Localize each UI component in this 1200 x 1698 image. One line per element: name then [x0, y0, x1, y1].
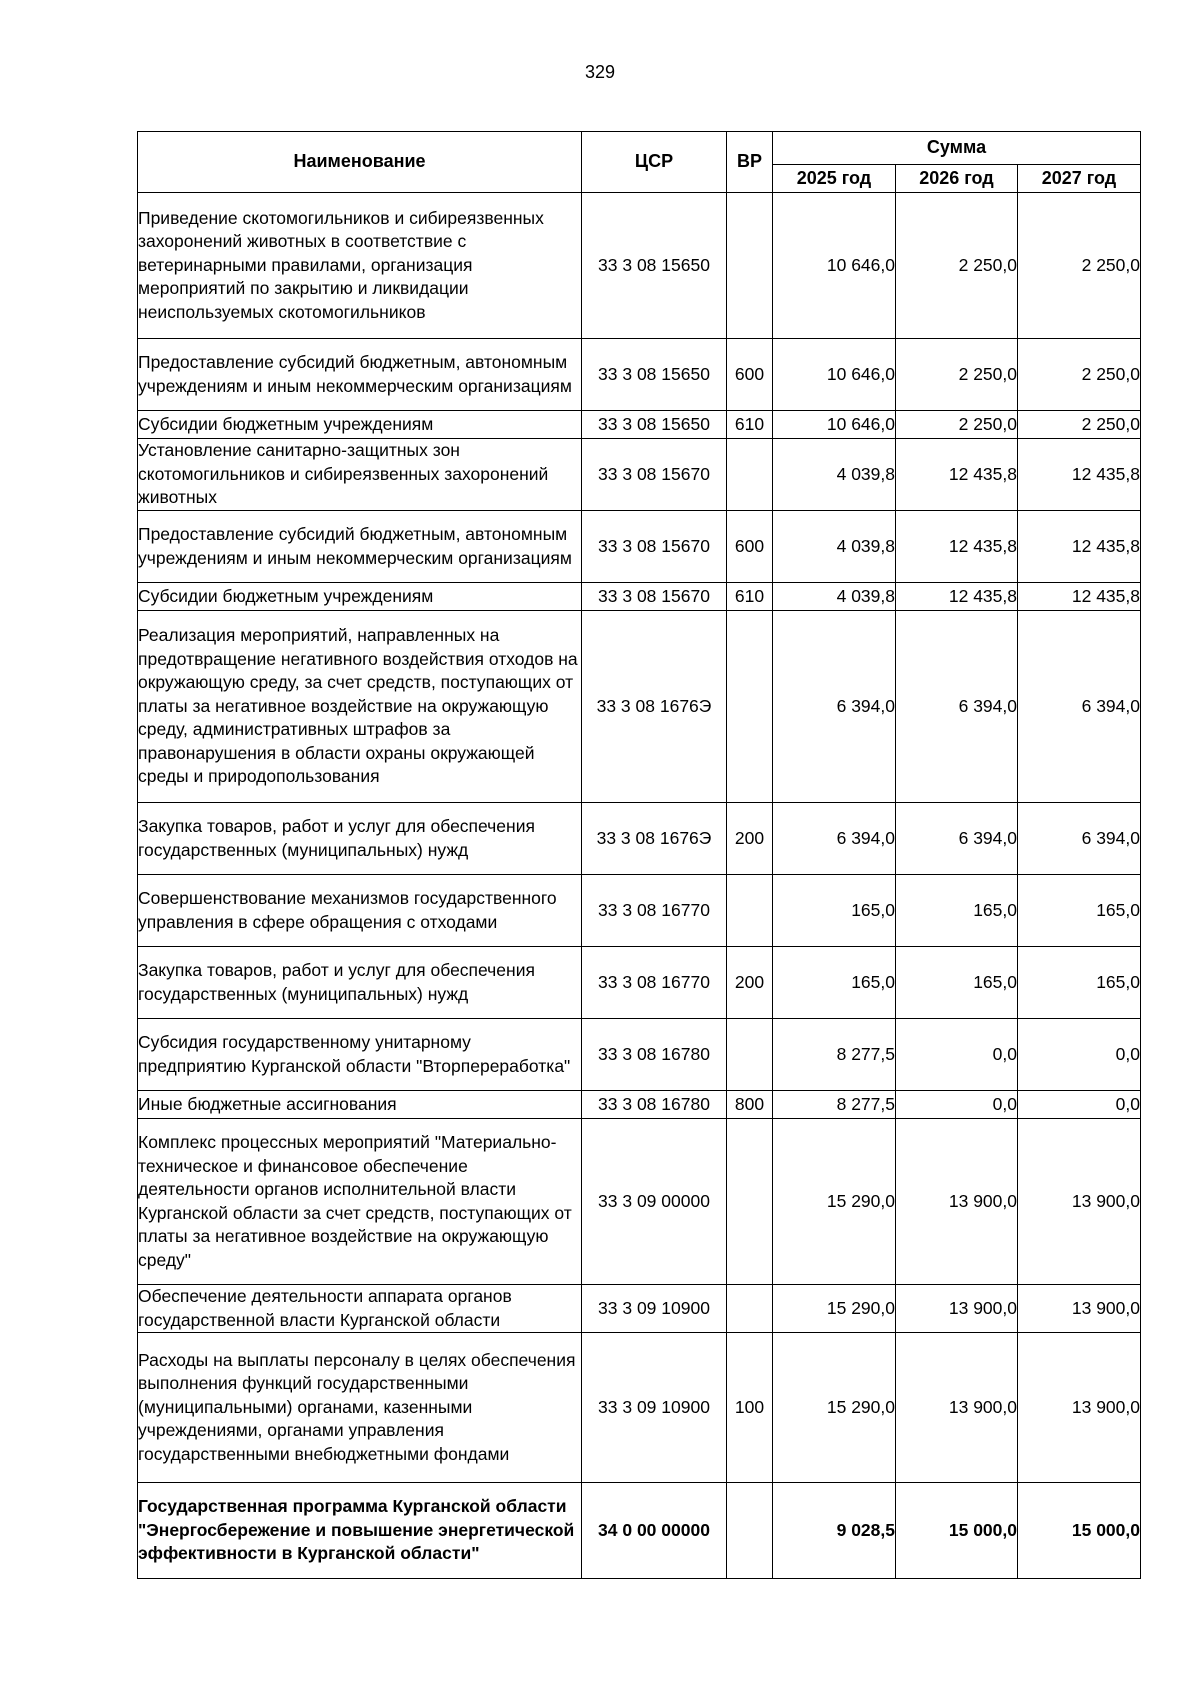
- table-header: [138, 132, 1141, 193]
- row-csr-cell: 33 3 08 15650: [582, 411, 727, 439]
- row-name-cell: Комплекс процессных мероприятий "Материально-техническое и финансовое обеспечение деятельности органов исполнительной власти Курганской области за счет средств, поступающих от платы за негативное воздействие на окружающую среду": [138, 1119, 582, 1285]
- row-2025-cell: 10 646,0: [773, 339, 896, 411]
- row-vr-cell: [727, 611, 773, 803]
- row-2026-cell: 13 900,0: [896, 1119, 1018, 1285]
- row-csr-cell: 33 3 09 10900: [582, 1333, 727, 1483]
- row-vr-cell: [727, 1119, 773, 1285]
- row-2027-cell: 0,0: [1018, 1091, 1141, 1119]
- row-2027-cell: 0,0: [1018, 1019, 1141, 1091]
- row-2027-cell: 12 435,8: [1018, 511, 1141, 583]
- row-2026-cell: 12 435,8: [896, 511, 1018, 583]
- row-2027-cell: 13 900,0: [1018, 1285, 1141, 1333]
- header-year-2025: 2025 год: [773, 165, 896, 193]
- row-name-cell: Расходы на выплаты персоналу в целях обеспечения выполнения функций государственными (муниципальными) органами, казенными учреждениями, органами управления государственными внебюджетными фондами: [138, 1333, 582, 1483]
- row-csr-cell: 33 3 08 15670: [582, 511, 727, 583]
- table-row: [138, 947, 1141, 1019]
- table-row: [138, 1019, 1141, 1091]
- table-row: [138, 339, 1141, 411]
- table-row: [138, 1333, 1141, 1483]
- row-name-cell: Закупка товаров, работ и услуг для обеспечения государственных (муниципальных) нужд: [138, 947, 582, 1019]
- row-2027-cell: 6 394,0: [1018, 611, 1141, 803]
- row-csr-cell: 33 3 08 15670: [582, 583, 727, 611]
- row-2025-cell: 15 290,0: [773, 1285, 896, 1333]
- row-csr-cell: 34 0 00 00000: [582, 1483, 727, 1579]
- row-2025-cell: 6 394,0: [773, 803, 896, 875]
- row-name-cell: Реализация мероприятий, направленных на предотвращение негативного воздействия отходов на окружающую среду, за счет средств, поступающих от платы за негативное воздействие на окружающую среду, административных штрафов за правонарушения в области охраны окружающей среды и природопользования: [138, 611, 582, 803]
- table-row: [138, 583, 1141, 611]
- table-row: [138, 1285, 1141, 1333]
- row-csr-cell: 33 3 09 00000: [582, 1119, 727, 1285]
- row-2025-cell: 8 277,5: [773, 1091, 896, 1119]
- row-vr-cell: 600: [727, 511, 773, 583]
- row-2027-cell: 13 900,0: [1018, 1119, 1141, 1285]
- row-name-cell: Установление санитарно-защитных зон скотомогильников и сибиреязвенных захоронений животных: [138, 439, 582, 511]
- table-row: [138, 511, 1141, 583]
- row-2027-cell: 6 394,0: [1018, 803, 1141, 875]
- header-year-2027: 2027 год: [1018, 165, 1141, 193]
- row-name-cell: Предоставление субсидий бюджетным, автономным учреждениям и иным некоммерческим организациям: [138, 339, 582, 411]
- row-2025-cell: 165,0: [773, 875, 896, 947]
- row-csr-cell: 33 3 08 1676Э: [582, 803, 727, 875]
- row-2026-cell: 15 000,0: [896, 1483, 1018, 1579]
- row-2025-cell: 6 394,0: [773, 611, 896, 803]
- row-2026-cell: 13 900,0: [896, 1285, 1018, 1333]
- row-vr-cell: 610: [727, 411, 773, 439]
- row-vr-cell: 800: [727, 1091, 773, 1119]
- row-vr-cell: 200: [727, 947, 773, 1019]
- row-2027-cell: 13 900,0: [1018, 1333, 1141, 1483]
- row-name-cell: Иные бюджетные ассигнования: [138, 1091, 582, 1119]
- table-body: [138, 193, 1141, 1579]
- row-2025-cell: 10 646,0: [773, 411, 896, 439]
- row-2025-cell: 165,0: [773, 947, 896, 1019]
- row-name-cell: Приведение скотомогильников и сибиреязвенных захоронений животных в соответствие с ветеринарными правилами, организация мероприятий по закрытию и ликвидации неиспользуемых скотомогильников: [138, 193, 582, 339]
- row-vr-cell: [727, 875, 773, 947]
- row-2025-cell: 10 646,0: [773, 193, 896, 339]
- row-2027-cell: 2 250,0: [1018, 193, 1141, 339]
- row-vr-cell: [727, 1483, 773, 1579]
- row-2027-cell: 165,0: [1018, 947, 1141, 1019]
- row-csr-cell: 33 3 08 15650: [582, 193, 727, 339]
- row-2025-cell: 8 277,5: [773, 1019, 896, 1091]
- row-2025-cell: 15 290,0: [773, 1333, 896, 1483]
- row-csr-cell: 33 3 08 16770: [582, 875, 727, 947]
- table-row: [138, 611, 1141, 803]
- row-name-cell: Закупка товаров, работ и услуг для обеспечения государственных (муниципальных) нужд: [138, 803, 582, 875]
- row-2025-cell: 9 028,5: [773, 1483, 896, 1579]
- table-row: [138, 875, 1141, 947]
- row-vr-cell: 100: [727, 1333, 773, 1483]
- header-year-2026: 2026 год: [896, 165, 1018, 193]
- row-2027-cell: 12 435,8: [1018, 439, 1141, 511]
- row-2025-cell: 4 039,8: [773, 583, 896, 611]
- row-2026-cell: 2 250,0: [896, 411, 1018, 439]
- row-csr-cell: 33 3 08 16780: [582, 1019, 727, 1091]
- table-row: [138, 1483, 1141, 1579]
- row-vr-cell: 600: [727, 339, 773, 411]
- row-2025-cell: 15 290,0: [773, 1119, 896, 1285]
- header-sum: Сумма: [773, 132, 1141, 165]
- row-vr-cell: [727, 193, 773, 339]
- row-2026-cell: 12 435,8: [896, 439, 1018, 511]
- row-2026-cell: 12 435,8: [896, 583, 1018, 611]
- row-2026-cell: 165,0: [896, 947, 1018, 1019]
- row-name-cell: Субсидии бюджетным учреждениям: [138, 411, 582, 439]
- row-name-cell: Обеспечение деятельности аппарата органов государственной власти Курганской области: [138, 1285, 582, 1333]
- row-csr-cell: 33 3 08 16780: [582, 1091, 727, 1119]
- row-2025-cell: 4 039,8: [773, 439, 896, 511]
- row-2026-cell: 0,0: [896, 1091, 1018, 1119]
- row-vr-cell: 200: [727, 803, 773, 875]
- row-vr-cell: 610: [727, 583, 773, 611]
- row-2027-cell: 12 435,8: [1018, 583, 1141, 611]
- row-2026-cell: 165,0: [896, 875, 1018, 947]
- row-2026-cell: 0,0: [896, 1019, 1018, 1091]
- row-vr-cell: [727, 1019, 773, 1091]
- row-2027-cell: 165,0: [1018, 875, 1141, 947]
- row-2026-cell: 6 394,0: [896, 803, 1018, 875]
- row-name-cell: Субсидия государственному унитарному предприятию Курганской области "Вторпереработка": [138, 1019, 582, 1091]
- table-row: [138, 1091, 1141, 1119]
- row-2025-cell: 4 039,8: [773, 511, 896, 583]
- row-csr-cell: 33 3 08 1676Э: [582, 611, 727, 803]
- row-csr-cell: 33 3 08 15670: [582, 439, 727, 511]
- row-2027-cell: 2 250,0: [1018, 339, 1141, 411]
- header-name: Наименование: [138, 132, 582, 193]
- row-name-cell: Совершенствование механизмов государственного управления в сфере обращения с отходами: [138, 875, 582, 947]
- header-csr: ЦСР: [582, 132, 727, 193]
- row-2027-cell: 15 000,0: [1018, 1483, 1141, 1579]
- row-csr-cell: 33 3 08 16770: [582, 947, 727, 1019]
- table-row: [138, 411, 1141, 439]
- row-2027-cell: 2 250,0: [1018, 411, 1141, 439]
- table-row: [138, 439, 1141, 511]
- table-row: [138, 1119, 1141, 1285]
- page-number: 329: [584, 62, 616, 82]
- row-name-cell: Субсидии бюджетным учреждениям: [138, 583, 582, 611]
- row-2026-cell: 6 394,0: [896, 611, 1018, 803]
- row-name-cell: Предоставление субсидий бюджетным, автономным учреждениям и иным некоммерческим организациям: [138, 511, 582, 583]
- row-vr-cell: [727, 1285, 773, 1333]
- table-row: [138, 803, 1141, 875]
- table-row: [138, 193, 1141, 339]
- row-2026-cell: 2 250,0: [896, 339, 1018, 411]
- row-2026-cell: 2 250,0: [896, 193, 1018, 339]
- budget-table: [137, 131, 1141, 1579]
- row-csr-cell: 33 3 08 15650: [582, 339, 727, 411]
- header-vr: ВР: [727, 132, 773, 193]
- row-vr-cell: [727, 439, 773, 511]
- row-csr-cell: 33 3 09 10900: [582, 1285, 727, 1333]
- row-name-cell: Государственная программа Курганской области "Энергосбережение и повышение энергетической эффективности в Курганской области": [138, 1483, 582, 1579]
- row-2026-cell: 13 900,0: [896, 1333, 1018, 1483]
